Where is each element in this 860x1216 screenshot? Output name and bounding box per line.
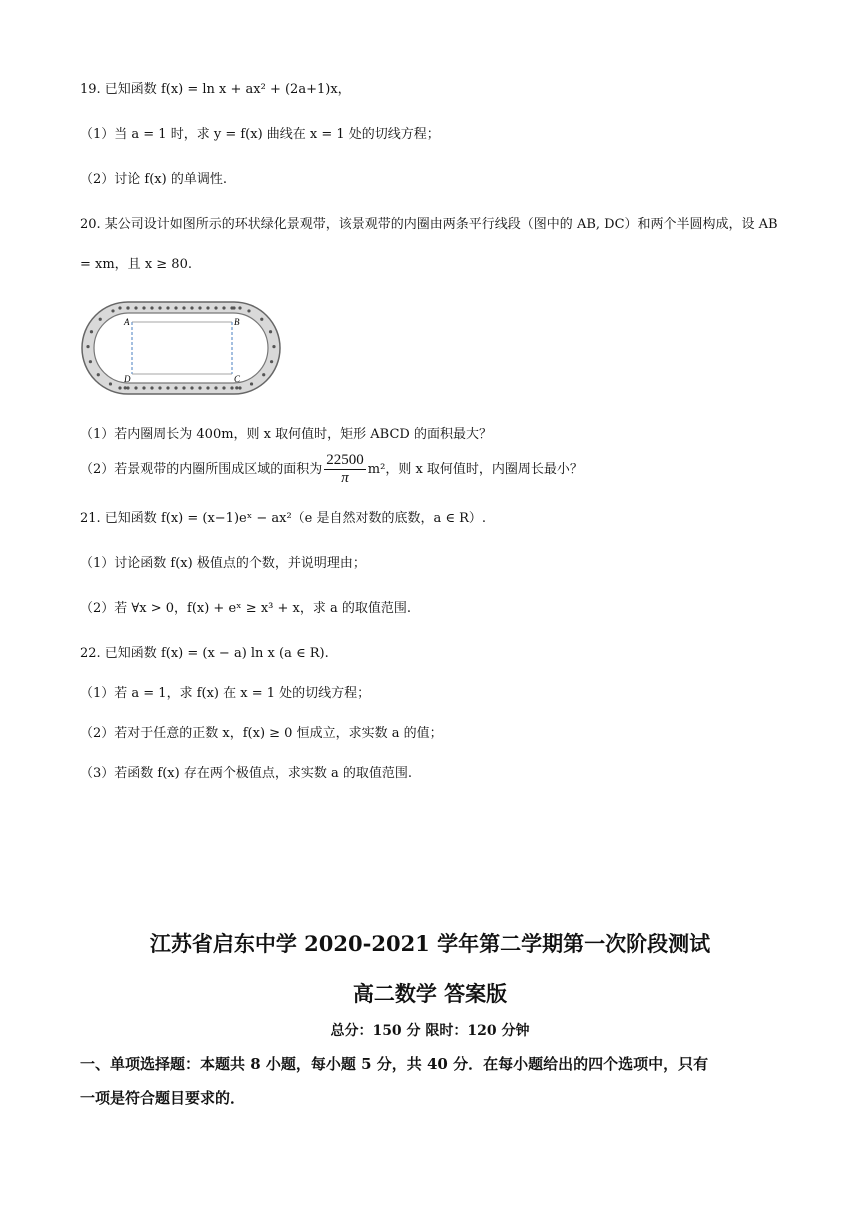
q20-part2-text-after: m²，则 x 取何值时，内圈周长最小？ <box>367 462 583 477</box>
plant-mark <box>222 306 225 309</box>
plant-mark <box>166 306 169 309</box>
plant-mark <box>214 386 217 389</box>
plant-mark <box>198 386 201 389</box>
plant-mark <box>158 386 161 389</box>
figure-label-a: A <box>124 317 130 327</box>
score-info: 总分：150 分 限时：120 分钟 <box>330 1023 530 1039</box>
q21-stem: 21. 已知函数 f(x) = (x−1)eˣ − ax²（e 是自然对数的底数，a ∈ R）. <box>80 511 487 526</box>
plant-mark <box>86 345 89 348</box>
q22-part2: （2）若对于任意的正数 x，f(x) ≥ 0 恒成立，求实数 a 的值； <box>80 726 443 741</box>
plant-mark <box>150 306 153 309</box>
plant-mark <box>262 373 265 376</box>
answer-subtitle: 高二数学 答案版 <box>352 981 508 1006</box>
figure-label-c: C <box>234 374 241 384</box>
plant-mark <box>142 386 145 389</box>
q20-part2 <box>80 452 583 487</box>
plant-mark <box>190 306 193 309</box>
plant-mark <box>198 306 201 309</box>
figure-label-b: B <box>234 317 240 327</box>
plant-mark <box>190 386 193 389</box>
plant-mark <box>182 386 185 389</box>
plant-mark <box>99 318 102 321</box>
q19-stem: 19. 已知函数 f(x) = ln x + ax² + (2a+1)x， <box>80 82 351 97</box>
plant-mark <box>124 386 127 389</box>
plant-mark <box>126 386 129 389</box>
plant-mark <box>270 360 273 363</box>
plant-mark <box>126 306 129 309</box>
answer-title: 江苏省启东中学 2020-2021 学年第二学期第一次阶段测试 <box>149 931 711 956</box>
plant-mark <box>238 306 241 309</box>
plant-mark <box>118 386 121 389</box>
plant-mark <box>269 330 272 333</box>
plant-mark <box>89 360 92 363</box>
plant-mark <box>272 345 275 348</box>
plant-mark <box>232 306 235 309</box>
q22-stem: 22. 已知函数 f(x) = (x − a) ln x (a ∈ R). <box>80 646 329 661</box>
plant-mark <box>174 386 177 389</box>
plant-mark <box>235 386 238 389</box>
plant-mark <box>134 386 137 389</box>
plant-mark <box>222 386 225 389</box>
q19-part2: （2）讨论 f(x) 的单调性. <box>80 172 227 187</box>
fraction-numerator: 22500 <box>326 452 364 468</box>
plant-mark <box>134 306 137 309</box>
plant-mark <box>150 386 153 389</box>
q20-stem: 20. 某公司设计如图所示的环状绿化景观带，该景观带的内圈由两条平行线段（图中的 AB, DC）和两个半圆构成，设 AB = xm，且 x ≥ 80. <box>80 217 778 272</box>
plant-mark <box>111 309 114 312</box>
area-fraction <box>324 452 366 487</box>
fraction-denominator: π <box>341 470 349 486</box>
section-heading-line1: 一、单项选择题：本题共 8 小题，每小题 5 分，共 40 分．在每小题给出的四个选项中，只有 <box>80 1055 709 1073</box>
q21-part2: （2）若 ∀x > 0，f(x) + eˣ ≥ x³ + x，求 a 的取值范围. <box>80 601 411 616</box>
q20-part2-text-before: （2）若景观带的内圈所围成区域的面积为 <box>80 462 323 477</box>
plant-mark <box>174 306 177 309</box>
q19-part1: （1）当 a = 1 时，求 y = f(x) 曲线在 x = 1 处的切线方程； <box>80 127 440 142</box>
q22-part1: （1）若 a = 1，求 f(x) 在 x = 1 处的切线方程； <box>80 686 371 701</box>
q22-part3: （3）若函数 f(x) 存在两个极值点，求实数 a 的取值范围. <box>80 766 412 781</box>
plant-mark <box>206 306 209 309</box>
plant-mark <box>247 309 250 312</box>
q21-part1: （1）讨论函数 f(x) 极值点的个数，并说明理由； <box>80 556 366 571</box>
plant-mark <box>238 386 241 389</box>
plant-mark <box>250 382 253 385</box>
plant-mark <box>214 306 217 309</box>
plant-mark <box>109 382 112 385</box>
plant-mark <box>230 386 233 389</box>
section-heading-line2: 一项是符合题目要求的． <box>80 1089 246 1107</box>
plant-mark <box>182 306 185 309</box>
q20-part1: （1）若内圈周长为 400m，则 x 取何值时，矩形 ABCD 的面积最大？ <box>80 427 492 442</box>
plant-mark <box>118 306 121 309</box>
plant-mark <box>97 373 100 376</box>
plant-mark <box>158 306 161 309</box>
figure-label-d: D <box>124 374 131 384</box>
landscape-belt-figure <box>80 300 282 396</box>
plant-mark <box>260 318 263 321</box>
plant-mark <box>166 386 169 389</box>
plant-mark <box>206 386 209 389</box>
plant-mark <box>142 306 145 309</box>
plant-mark <box>90 330 93 333</box>
